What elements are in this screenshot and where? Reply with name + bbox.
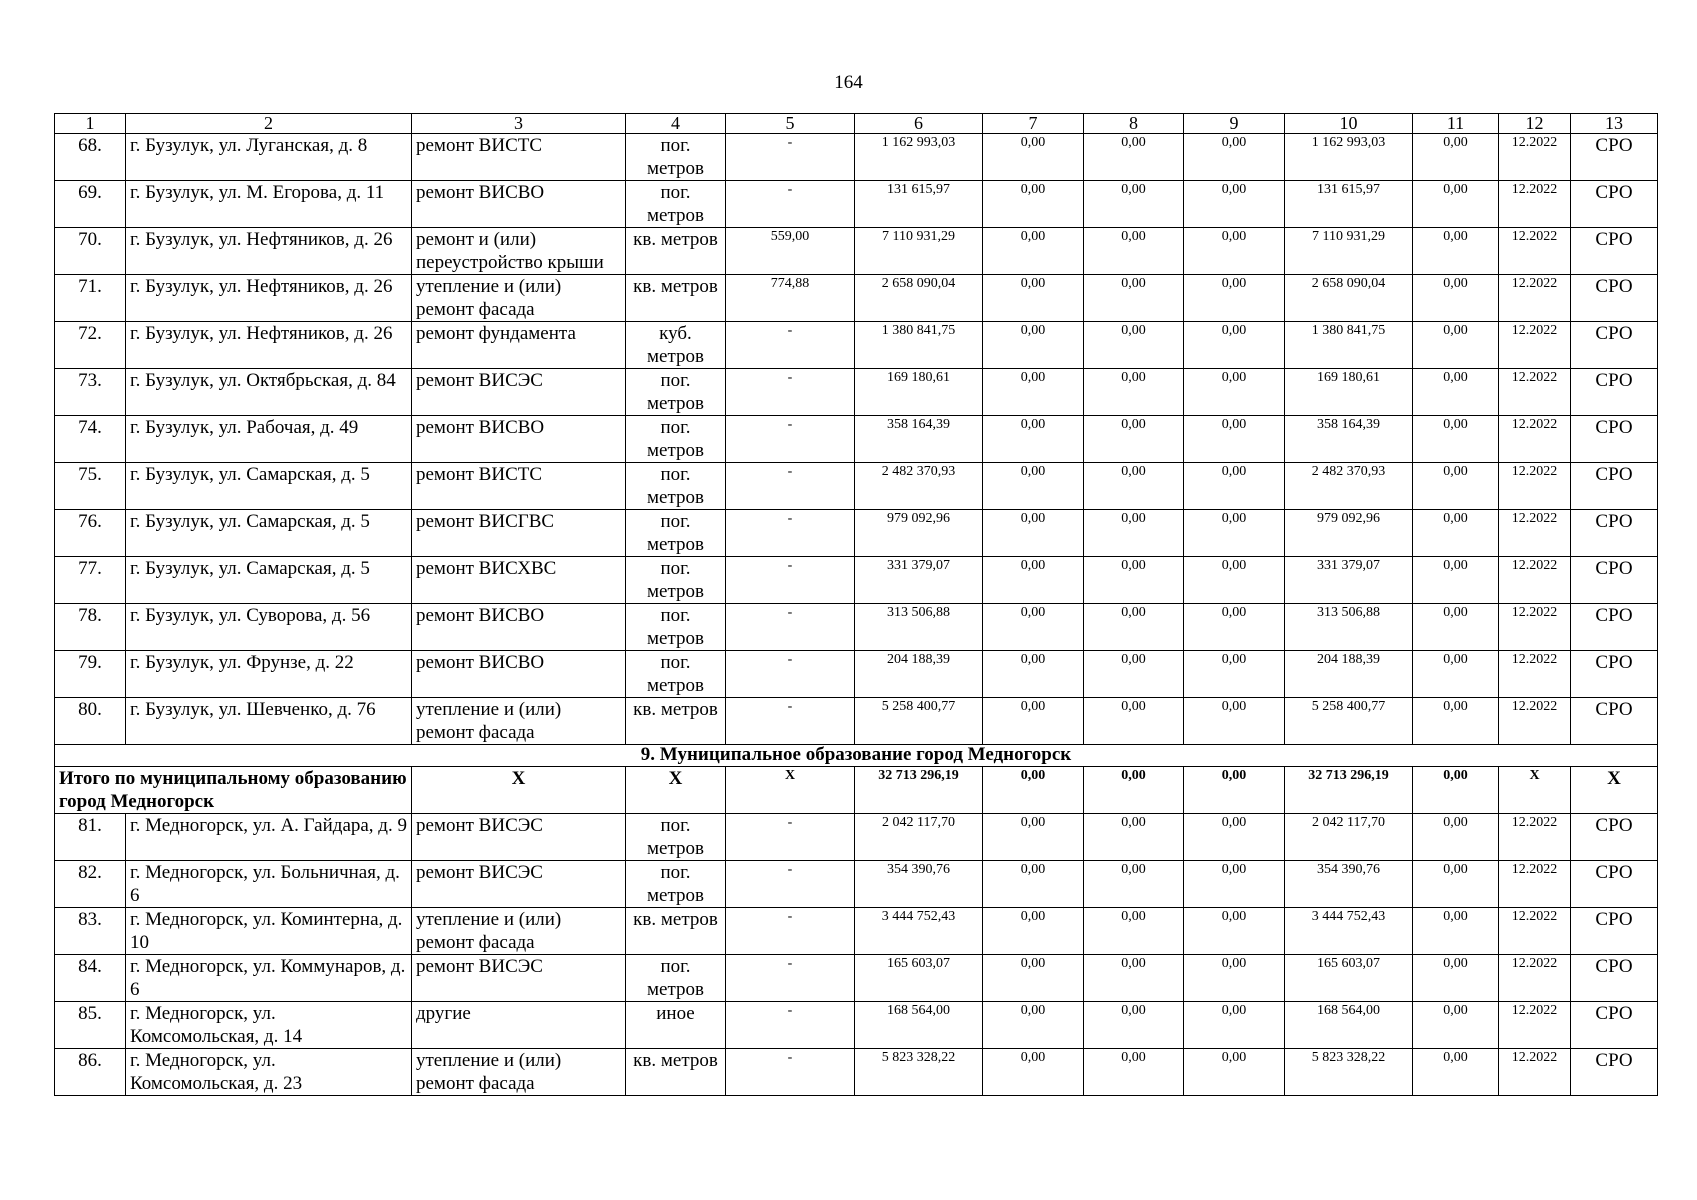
fund-cell: 5 823 328,22 [1285, 1049, 1413, 1096]
address-cell: г. Бузулук, ул. Нефтяников, д. 26 [126, 228, 412, 275]
column-header: 11 [1413, 114, 1499, 134]
total-cost-cell: 331 379,07 [855, 557, 983, 604]
address-cell: г. Бузулук, ул. Суворова, д. 56 [126, 604, 412, 651]
total-cost-cell: 204 188,39 [855, 651, 983, 698]
table-row [55, 275, 1658, 322]
fund-cell: 0,00 [1184, 228, 1285, 275]
fund-cell: 0,00 [1413, 228, 1499, 275]
completion-date-cell: 12.2022 [1499, 861, 1571, 908]
fund-cell: 0,00 [1413, 369, 1499, 416]
total-cost-cell: 165 603,07 [855, 955, 983, 1002]
total-cost-cell: 5 258 400,77 [855, 698, 983, 745]
area-cell: - [726, 651, 855, 698]
column-header: 8 [1084, 114, 1184, 134]
unit-cell: куб. метров [626, 322, 726, 369]
total-cost-cell: 2 042 117,70 [855, 814, 983, 861]
address-cell: г. Бузулук, ул. Нефтяников, д. 26 [126, 322, 412, 369]
total-cost-cell: 979 092,96 [855, 510, 983, 557]
total-x-cell: Х [626, 767, 726, 814]
fund-cell: 0,00 [1184, 181, 1285, 228]
area-cell: - [726, 1049, 855, 1096]
unit-cell: пог. метров [626, 510, 726, 557]
fund-cell: 0,00 [1084, 228, 1184, 275]
completion-date-cell: 12.2022 [1499, 651, 1571, 698]
fund-cell: 0,00 [983, 604, 1084, 651]
method-cell: СРО [1571, 275, 1658, 322]
fund-cell: 0,00 [1084, 275, 1184, 322]
column-header: 12 [1499, 114, 1571, 134]
table-row [55, 814, 1658, 861]
row-number: 70. [55, 228, 126, 275]
fund-cell: 354 390,76 [1285, 861, 1413, 908]
total-x-cell: Х [412, 767, 626, 814]
fund-cell: 0,00 [983, 908, 1084, 955]
fund-cell: 0,00 [1413, 134, 1499, 181]
method-cell: СРО [1571, 181, 1658, 228]
fund-cell: 0,00 [1184, 814, 1285, 861]
method-cell: СРО [1571, 463, 1658, 510]
total-cost-cell: 131 615,97 [855, 181, 983, 228]
fund-cell: 0,00 [1184, 955, 1285, 1002]
unit-cell: кв. метров [626, 228, 726, 275]
completion-date-cell: 12.2022 [1499, 275, 1571, 322]
work-type-cell: ремонт ВИСТС [412, 463, 626, 510]
completion-date-cell: 12.2022 [1499, 510, 1571, 557]
fund-cell: 0,00 [1084, 651, 1184, 698]
fund-cell: 0,00 [1413, 557, 1499, 604]
fund-cell: 0,00 [1184, 698, 1285, 745]
table-row [55, 181, 1658, 228]
fund-cell: 0,00 [1413, 908, 1499, 955]
address-cell: г. Бузулук, ул. Луганская, д. 8 [126, 134, 412, 181]
work-type-cell: ремонт ВИСЭС [412, 814, 626, 861]
section-header-row [55, 745, 1658, 767]
work-type-cell: ремонт ВИСВО [412, 604, 626, 651]
total-fund-cell: 0,00 [983, 767, 1084, 814]
area-cell: - [726, 814, 855, 861]
work-type-cell: ремонт фундамента [412, 322, 626, 369]
fund-cell: 0,00 [1084, 416, 1184, 463]
completion-date-cell: 12.2022 [1499, 1002, 1571, 1049]
area-cell: - [726, 463, 855, 510]
fund-cell: 0,00 [1084, 134, 1184, 181]
row-number: 82. [55, 861, 126, 908]
fund-cell: 358 164,39 [1285, 416, 1413, 463]
table-row [55, 1002, 1658, 1049]
fund-cell: 0,00 [1084, 181, 1184, 228]
table-row [55, 908, 1658, 955]
fund-cell: 0,00 [1084, 1049, 1184, 1096]
fund-cell: 0,00 [983, 814, 1084, 861]
fund-cell: 7 110 931,29 [1285, 228, 1413, 275]
method-cell: СРО [1571, 557, 1658, 604]
fund-cell: 0,00 [1184, 416, 1285, 463]
total-fund-cell: 0,00 [1084, 767, 1184, 814]
column-header: 1 [55, 114, 126, 134]
section-title: 9. Муниципальное образование город Медногорск [55, 745, 1658, 767]
method-cell: СРО [1571, 604, 1658, 651]
fund-cell: 0,00 [1184, 510, 1285, 557]
fund-cell: 0,00 [1084, 463, 1184, 510]
fund-cell: 331 379,07 [1285, 557, 1413, 604]
fund-cell: 0,00 [983, 510, 1084, 557]
fund-cell: 204 188,39 [1285, 651, 1413, 698]
fund-cell: 0,00 [1084, 908, 1184, 955]
fund-cell: 0,00 [1084, 369, 1184, 416]
total-row [55, 767, 1658, 814]
unit-cell: пог. метров [626, 416, 726, 463]
area-cell: - [726, 955, 855, 1002]
address-cell: г. Медногорск, ул. Больничная, д. 6 [126, 861, 412, 908]
unit-cell: кв. метров [626, 1049, 726, 1096]
work-type-cell: ремонт и (или) переустройство крыши [412, 228, 626, 275]
fund-cell: 0,00 [983, 698, 1084, 745]
unit-cell: пог. метров [626, 557, 726, 604]
method-cell: СРО [1571, 510, 1658, 557]
address-cell: г. Бузулук, ул. Самарская, д. 5 [126, 463, 412, 510]
fund-cell: 3 444 752,43 [1285, 908, 1413, 955]
row-number: 86. [55, 1049, 126, 1096]
table-row [55, 369, 1658, 416]
table-row [55, 651, 1658, 698]
row-number: 80. [55, 698, 126, 745]
unit-cell: пог. метров [626, 955, 726, 1002]
fund-cell: 165 603,07 [1285, 955, 1413, 1002]
method-cell: СРО [1571, 369, 1658, 416]
address-cell: г. Бузулук, ул. Фрунзе, д. 22 [126, 651, 412, 698]
fund-cell: 1 380 841,75 [1285, 322, 1413, 369]
area-cell: - [726, 181, 855, 228]
column-header: 7 [983, 114, 1084, 134]
fund-cell: 0,00 [983, 275, 1084, 322]
fund-cell: 0,00 [1084, 557, 1184, 604]
work-type-cell: ремонт ВИСВО [412, 416, 626, 463]
address-cell: г. Медногорск, ул. Коминтерна, д. 10 [126, 908, 412, 955]
address-cell: г. Медногорск, ул. Комсомольская, д. 23 [126, 1049, 412, 1096]
fund-cell: 0,00 [1184, 1002, 1285, 1049]
area-cell: - [726, 416, 855, 463]
fund-cell: 0,00 [1413, 861, 1499, 908]
total-cost-cell: 2 482 370,93 [855, 463, 983, 510]
work-type-cell: ремонт ВИСВО [412, 651, 626, 698]
table-row [55, 463, 1658, 510]
fund-cell: 0,00 [983, 369, 1084, 416]
fund-cell: 0,00 [1084, 698, 1184, 745]
row-number: 71. [55, 275, 126, 322]
total-fund-cell: 0,00 [1413, 767, 1499, 814]
total-cost-cell: 3 444 752,43 [855, 908, 983, 955]
fund-cell: 313 506,88 [1285, 604, 1413, 651]
fund-cell: 0,00 [1184, 1049, 1285, 1096]
fund-cell: 0,00 [983, 1049, 1084, 1096]
fund-cell: 0,00 [983, 322, 1084, 369]
fund-cell: 0,00 [983, 181, 1084, 228]
row-number: 84. [55, 955, 126, 1002]
total-cost-cell: 1 162 993,03 [855, 134, 983, 181]
row-number: 68. [55, 134, 126, 181]
address-cell: г. Бузулук, ул. Самарская, д. 5 [126, 510, 412, 557]
completion-date-cell: 12.2022 [1499, 322, 1571, 369]
table-row [55, 134, 1658, 181]
table-row [55, 416, 1658, 463]
fund-cell: 0,00 [1413, 322, 1499, 369]
column-header: 10 [1285, 114, 1413, 134]
fund-cell: 0,00 [1184, 908, 1285, 955]
fund-cell: 2 658 090,04 [1285, 275, 1413, 322]
fund-cell: 0,00 [983, 228, 1084, 275]
column-number-header [55, 114, 1658, 134]
fund-cell: 0,00 [1184, 275, 1285, 322]
method-cell: СРО [1571, 814, 1658, 861]
fund-cell: 1 162 993,03 [1285, 134, 1413, 181]
fund-cell: 0,00 [1413, 814, 1499, 861]
column-header: 2 [126, 114, 412, 134]
area-cell: - [726, 861, 855, 908]
total-sum-cell: 32 713 296,19 [855, 767, 983, 814]
row-number: 81. [55, 814, 126, 861]
area-cell: - [726, 134, 855, 181]
total-cost-cell: 7 110 931,29 [855, 228, 983, 275]
total-label: Итого по муниципальному образованию город Медногорск [55, 767, 412, 814]
unit-cell: пог. метров [626, 181, 726, 228]
completion-date-cell: 12.2022 [1499, 228, 1571, 275]
fund-cell: 0,00 [1413, 698, 1499, 745]
area-cell: - [726, 908, 855, 955]
fund-cell: 0,00 [1084, 955, 1184, 1002]
fund-cell: 0,00 [983, 861, 1084, 908]
table-row [55, 955, 1658, 1002]
column-header: 4 [626, 114, 726, 134]
fund-cell: 0,00 [1084, 510, 1184, 557]
fund-cell: 0,00 [1184, 463, 1285, 510]
total-x-cell: Х [1499, 767, 1571, 814]
fund-cell: 0,00 [1084, 604, 1184, 651]
total-cost-cell: 358 164,39 [855, 416, 983, 463]
row-number: 75. [55, 463, 126, 510]
fund-cell: 131 615,97 [1285, 181, 1413, 228]
area-cell: - [726, 1002, 855, 1049]
row-number: 83. [55, 908, 126, 955]
unit-cell: иное [626, 1002, 726, 1049]
area-cell: - [726, 557, 855, 604]
unit-cell: пог. метров [626, 861, 726, 908]
fund-cell: 0,00 [983, 134, 1084, 181]
fund-cell: 2 042 117,70 [1285, 814, 1413, 861]
fund-cell: 0,00 [1084, 1002, 1184, 1049]
address-cell: г. Бузулук, ул. Нефтяников, д. 26 [126, 275, 412, 322]
work-type-cell: ремонт ВИСВО [412, 181, 626, 228]
unit-cell: кв. метров [626, 698, 726, 745]
table-row [55, 510, 1658, 557]
total-x-cell: Х [726, 767, 855, 814]
completion-date-cell: 12.2022 [1499, 1049, 1571, 1096]
address-cell: г. Медногорск, ул. А. Гайдара, д. 9 [126, 814, 412, 861]
method-cell: СРО [1571, 955, 1658, 1002]
method-cell: СРО [1571, 861, 1658, 908]
column-header: 13 [1571, 114, 1658, 134]
unit-cell: пог. метров [626, 369, 726, 416]
address-cell: г. Медногорск, ул. Коммунаров, д. 6 [126, 955, 412, 1002]
column-header: 6 [855, 114, 983, 134]
row-number: 79. [55, 651, 126, 698]
row-number: 73. [55, 369, 126, 416]
row-number: 76. [55, 510, 126, 557]
unit-cell: кв. метров [626, 275, 726, 322]
method-cell: СРО [1571, 322, 1658, 369]
capital-repair-table [54, 113, 1658, 1096]
fund-cell: 0,00 [983, 416, 1084, 463]
column-header: 5 [726, 114, 855, 134]
address-cell: г. Бузулук, ул. Шевченко, д. 76 [126, 698, 412, 745]
method-cell: СРО [1571, 134, 1658, 181]
method-cell: СРО [1571, 228, 1658, 275]
unit-cell: пог. метров [626, 134, 726, 181]
row-number: 74. [55, 416, 126, 463]
completion-date-cell: 12.2022 [1499, 955, 1571, 1002]
row-number: 77. [55, 557, 126, 604]
fund-cell: 0,00 [1184, 134, 1285, 181]
address-cell: г. Бузулук, ул. Рабочая, д. 49 [126, 416, 412, 463]
address-cell: г. Бузулук, ул. М. Егорова, д. 11 [126, 181, 412, 228]
area-cell: - [726, 369, 855, 416]
address-cell: г. Бузулук, ул. Самарская, д. 5 [126, 557, 412, 604]
fund-cell: 0,00 [1184, 369, 1285, 416]
table-row [55, 322, 1658, 369]
fund-cell: 0,00 [1413, 1002, 1499, 1049]
fund-cell: 979 092,96 [1285, 510, 1413, 557]
fund-cell: 0,00 [1413, 955, 1499, 1002]
completion-date-cell: 12.2022 [1499, 814, 1571, 861]
row-number: 69. [55, 181, 126, 228]
table-row [55, 698, 1658, 745]
method-cell: СРО [1571, 698, 1658, 745]
fund-cell: 0,00 [1184, 861, 1285, 908]
work-type-cell: ремонт ВИСЭС [412, 861, 626, 908]
table-row [55, 604, 1658, 651]
fund-cell: 0,00 [1084, 814, 1184, 861]
total-cost-cell: 5 823 328,22 [855, 1049, 983, 1096]
work-type-cell: ремонт ВИСЭС [412, 955, 626, 1002]
page-number: 164 [834, 72, 863, 93]
total-cost-cell: 169 180,61 [855, 369, 983, 416]
unit-cell: пог. метров [626, 604, 726, 651]
row-number: 72. [55, 322, 126, 369]
completion-date-cell: 12.2022 [1499, 134, 1571, 181]
address-cell: г. Бузулук, ул. Октябрьская, д. 84 [126, 369, 412, 416]
table-row [55, 228, 1658, 275]
column-header: 9 [1184, 114, 1285, 134]
unit-cell: кв. метров [626, 908, 726, 955]
completion-date-cell: 12.2022 [1499, 908, 1571, 955]
fund-cell: 0,00 [1413, 1049, 1499, 1096]
fund-cell: 0,00 [1413, 604, 1499, 651]
work-type-cell: ремонт ВИСЭС [412, 369, 626, 416]
row-number: 78. [55, 604, 126, 651]
unit-cell: пог. метров [626, 463, 726, 510]
total-cost-cell: 354 390,76 [855, 861, 983, 908]
total-fund-cell: 32 713 296,19 [1285, 767, 1413, 814]
fund-cell: 0,00 [1413, 275, 1499, 322]
completion-date-cell: 12.2022 [1499, 557, 1571, 604]
unit-cell: пог. метров [626, 814, 726, 861]
fund-cell: 0,00 [1184, 557, 1285, 604]
work-type-cell: утепление и (или) ремонт фасада [412, 698, 626, 745]
table-row [55, 861, 1658, 908]
area-cell: - [726, 322, 855, 369]
method-cell: СРО [1571, 416, 1658, 463]
total-cost-cell: 168 564,00 [855, 1002, 983, 1049]
completion-date-cell: 12.2022 [1499, 416, 1571, 463]
work-type-cell: утепление и (или) ремонт фасада [412, 275, 626, 322]
fund-cell: 2 482 370,93 [1285, 463, 1413, 510]
work-type-cell: другие [412, 1002, 626, 1049]
completion-date-cell: 12.2022 [1499, 604, 1571, 651]
fund-cell: 0,00 [983, 651, 1084, 698]
fund-cell: 0,00 [1184, 322, 1285, 369]
area-cell: 774,88 [726, 275, 855, 322]
fund-cell: 0,00 [1413, 651, 1499, 698]
fund-cell: 0,00 [983, 1002, 1084, 1049]
method-cell: СРО [1571, 908, 1658, 955]
area-cell: - [726, 510, 855, 557]
fund-cell: 0,00 [1413, 510, 1499, 557]
work-type-cell: утепление и (или) ремонт фасада [412, 908, 626, 955]
fund-cell: 0,00 [983, 463, 1084, 510]
total-fund-cell: 0,00 [1184, 767, 1285, 814]
total-cost-cell: 313 506,88 [855, 604, 983, 651]
method-cell: СРО [1571, 1002, 1658, 1049]
area-cell: 559,00 [726, 228, 855, 275]
unit-cell: пог. метров [626, 651, 726, 698]
completion-date-cell: 12.2022 [1499, 181, 1571, 228]
fund-cell: 168 564,00 [1285, 1002, 1413, 1049]
area-cell: - [726, 604, 855, 651]
total-cost-cell: 1 380 841,75 [855, 322, 983, 369]
address-cell: г. Медногорск, ул. Комсомольская, д. 14 [126, 1002, 412, 1049]
row-number: 85. [55, 1002, 126, 1049]
completion-date-cell: 12.2022 [1499, 463, 1571, 510]
fund-cell: 0,00 [1084, 322, 1184, 369]
fund-cell: 0,00 [1413, 181, 1499, 228]
work-type-cell: ремонт ВИСХВС [412, 557, 626, 604]
method-cell: СРО [1571, 1049, 1658, 1096]
area-cell: - [726, 698, 855, 745]
column-header: 3 [412, 114, 626, 134]
work-type-cell: утепление и (или) ремонт фасада [412, 1049, 626, 1096]
fund-cell: 0,00 [1184, 651, 1285, 698]
completion-date-cell: 12.2022 [1499, 698, 1571, 745]
work-type-cell: ремонт ВИСГВС [412, 510, 626, 557]
method-cell: СРО [1571, 651, 1658, 698]
work-type-cell: ремонт ВИСТС [412, 134, 626, 181]
fund-cell: 0,00 [983, 557, 1084, 604]
total-x-cell: Х [1571, 767, 1658, 814]
table-row [55, 1049, 1658, 1096]
completion-date-cell: 12.2022 [1499, 369, 1571, 416]
fund-cell: 5 258 400,77 [1285, 698, 1413, 745]
fund-cell: 0,00 [983, 955, 1084, 1002]
fund-cell: 0,00 [1184, 604, 1285, 651]
table-row [55, 557, 1658, 604]
fund-cell: 0,00 [1413, 416, 1499, 463]
total-cost-cell: 2 658 090,04 [855, 275, 983, 322]
fund-cell: 169 180,61 [1285, 369, 1413, 416]
fund-cell: 0,00 [1084, 861, 1184, 908]
fund-cell: 0,00 [1413, 463, 1499, 510]
